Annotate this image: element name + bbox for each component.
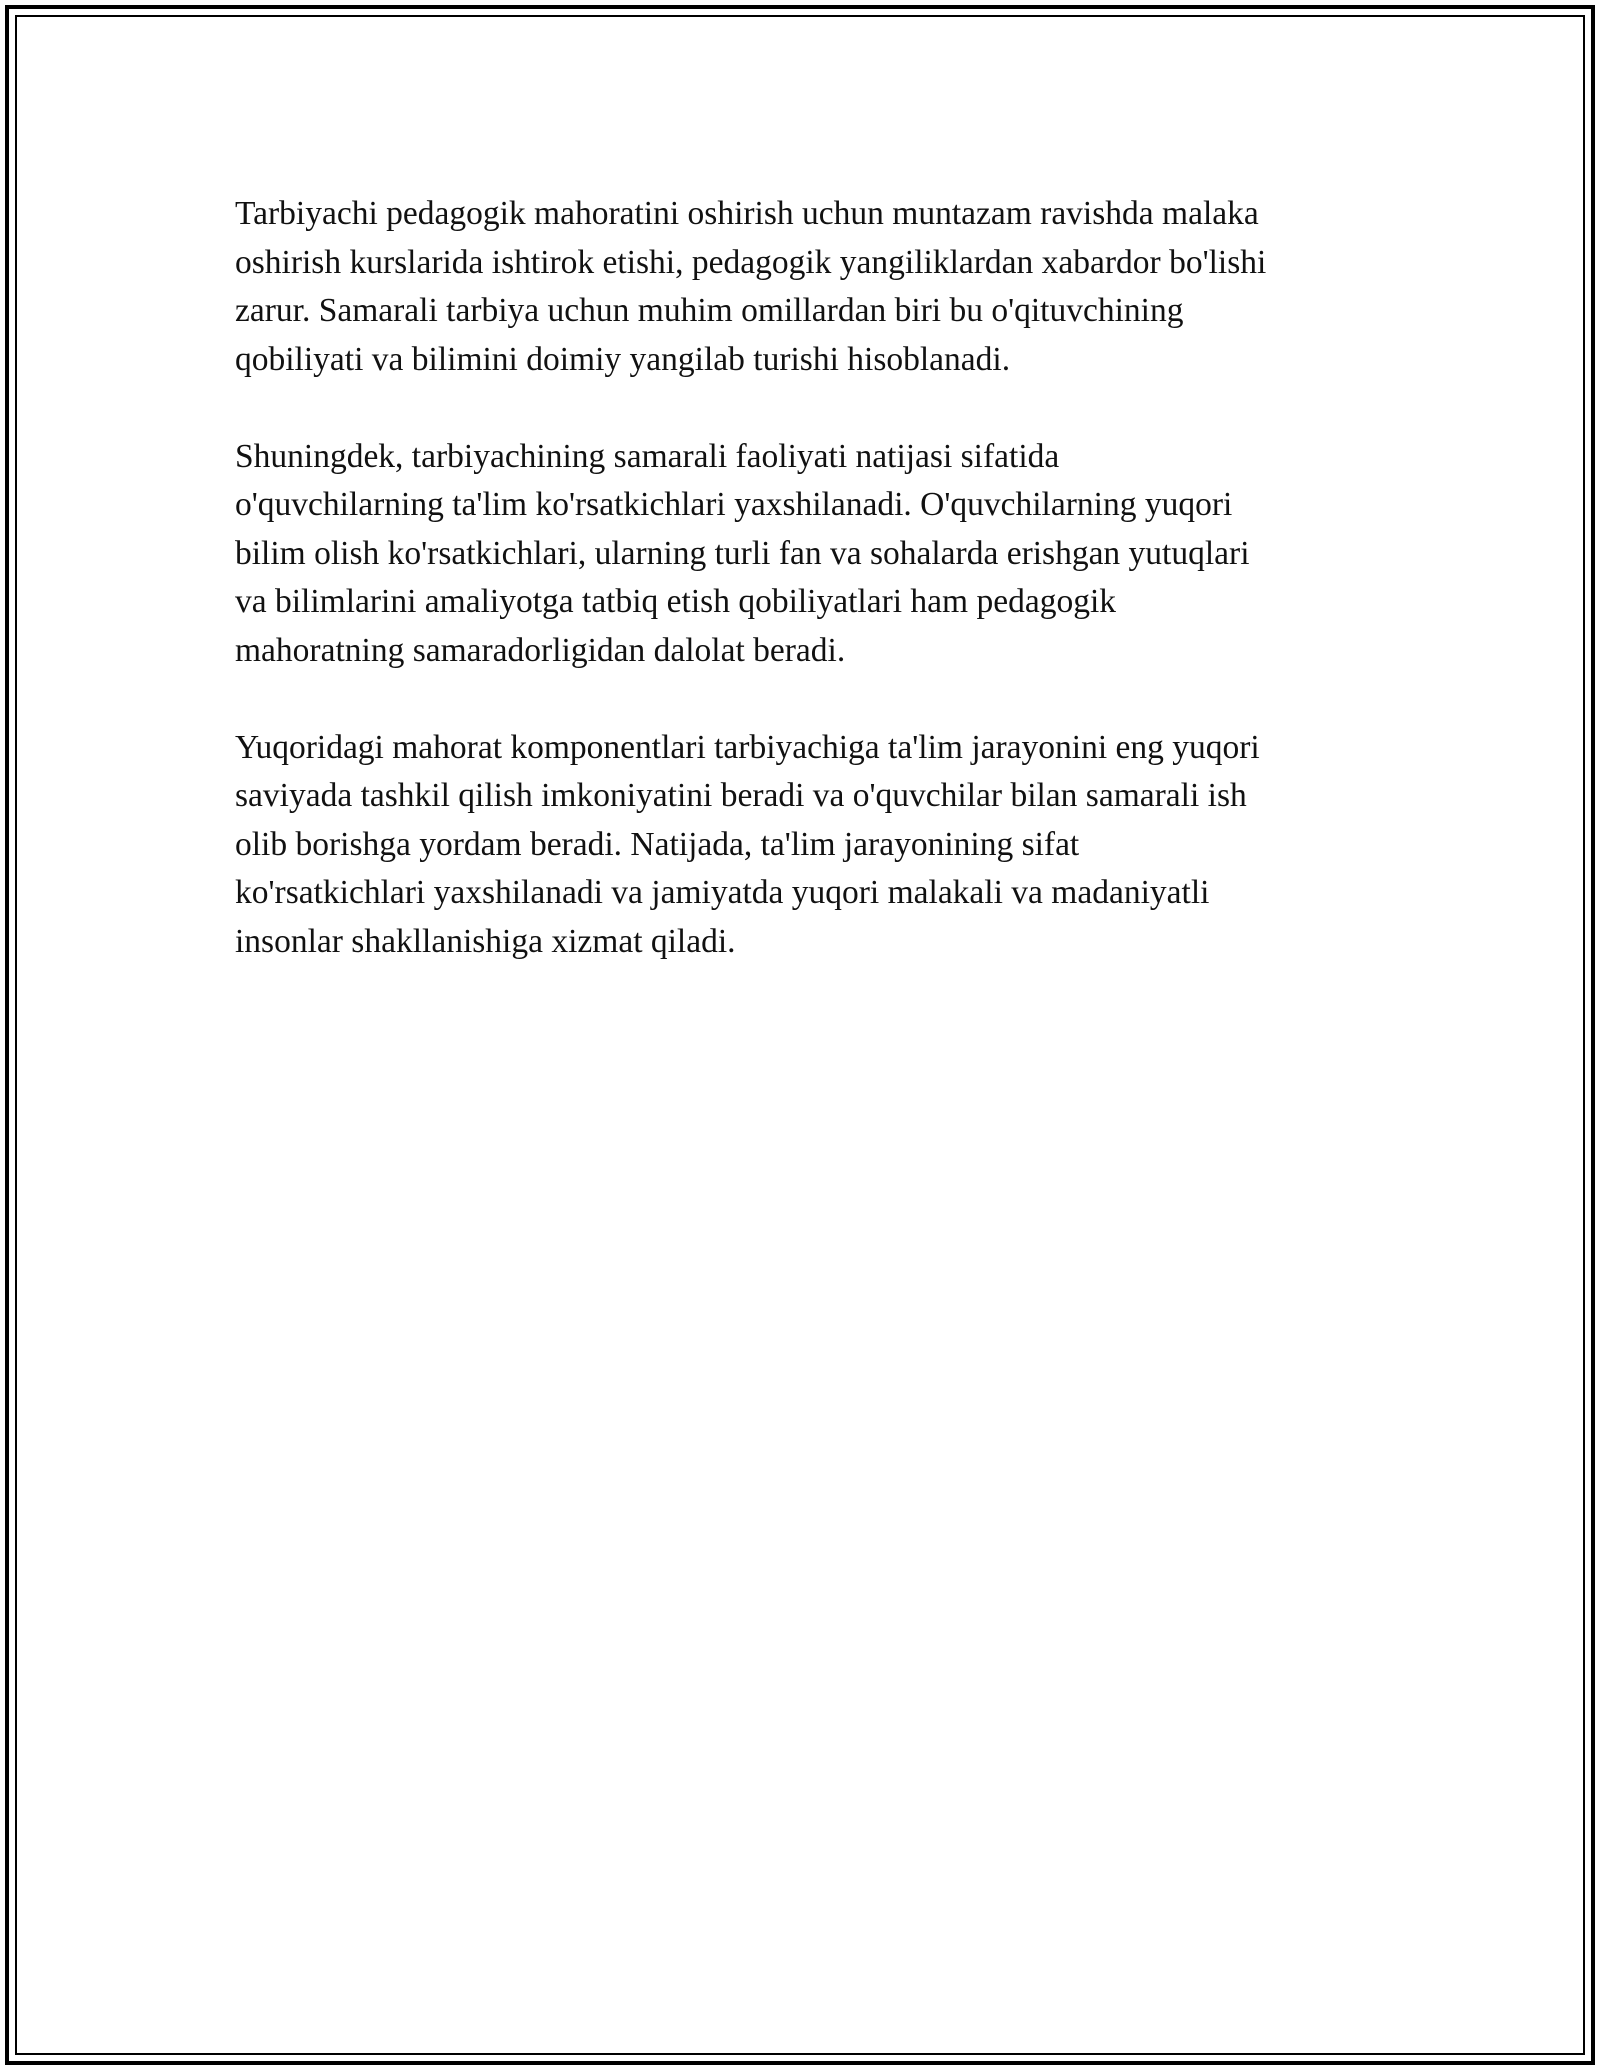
paragraph-line: Shuningdek, tarbiyachining samarali faoliyati natijasi sifatida bbox=[235, 437, 1060, 475]
paragraph-1 bbox=[235, 190, 1395, 384]
paragraph-line: ko'rsatkichlari yaxshilanadi va jamiyatda yuqori malakali va madaniyatli bbox=[235, 874, 1210, 911]
paragraph-line: qobiliyati va bilimini doimiy yangilab turishi hisoblanadi. bbox=[235, 340, 1011, 378]
paragraph-line: o'quvchilarning ta'lim ko'rsatkichlari yaxshilanadi. O'quvchilarning yuqori bbox=[235, 486, 1233, 523]
paragraph-line: insonlar shakllanishiga xizmat qiladi. bbox=[235, 922, 736, 960]
paragraph-line: Tarbiyachi pedagogik mahoratini oshirish uchun muntazam ravishda malaka bbox=[235, 195, 1259, 232]
paragraph-line: zarur. Samarali tarbiya uchun muhim omillardan biri bu o'qituvchining bbox=[235, 292, 1184, 329]
paragraph-line: bilim olish ko'rsatkichlari, ularning turli fan va sohalarda erishgan yutuqlari bbox=[235, 534, 1250, 572]
paragraph-3 bbox=[235, 724, 1395, 967]
paragraph-line: mahoratning samaradorligidan dalolat beradi. bbox=[235, 631, 846, 669]
document-body bbox=[235, 190, 1395, 1015]
paragraph-2 bbox=[235, 433, 1395, 676]
paragraph-line: oshirish kurslarida ishtirok etishi, pedagogik yangiliklardan xabardor bo'lishi bbox=[235, 243, 1267, 281]
paragraph-line: va bilimlarini amaliyotga tatbiq etish qobiliyatlari ham pedagogik bbox=[235, 583, 1117, 620]
paragraph-line: olib borishga yordam beradi. Natijada, ta'lim jarayonining sifat bbox=[235, 825, 1080, 863]
paragraph-line: saviyada tashkil qilish imkoniyatini beradi va o'quvchilar bilan samarali ish bbox=[235, 777, 1247, 814]
paragraph-line: Yuqoridagi mahorat komponentlari tarbiyachiga ta'lim jarayonini eng yuqori bbox=[235, 728, 1260, 766]
